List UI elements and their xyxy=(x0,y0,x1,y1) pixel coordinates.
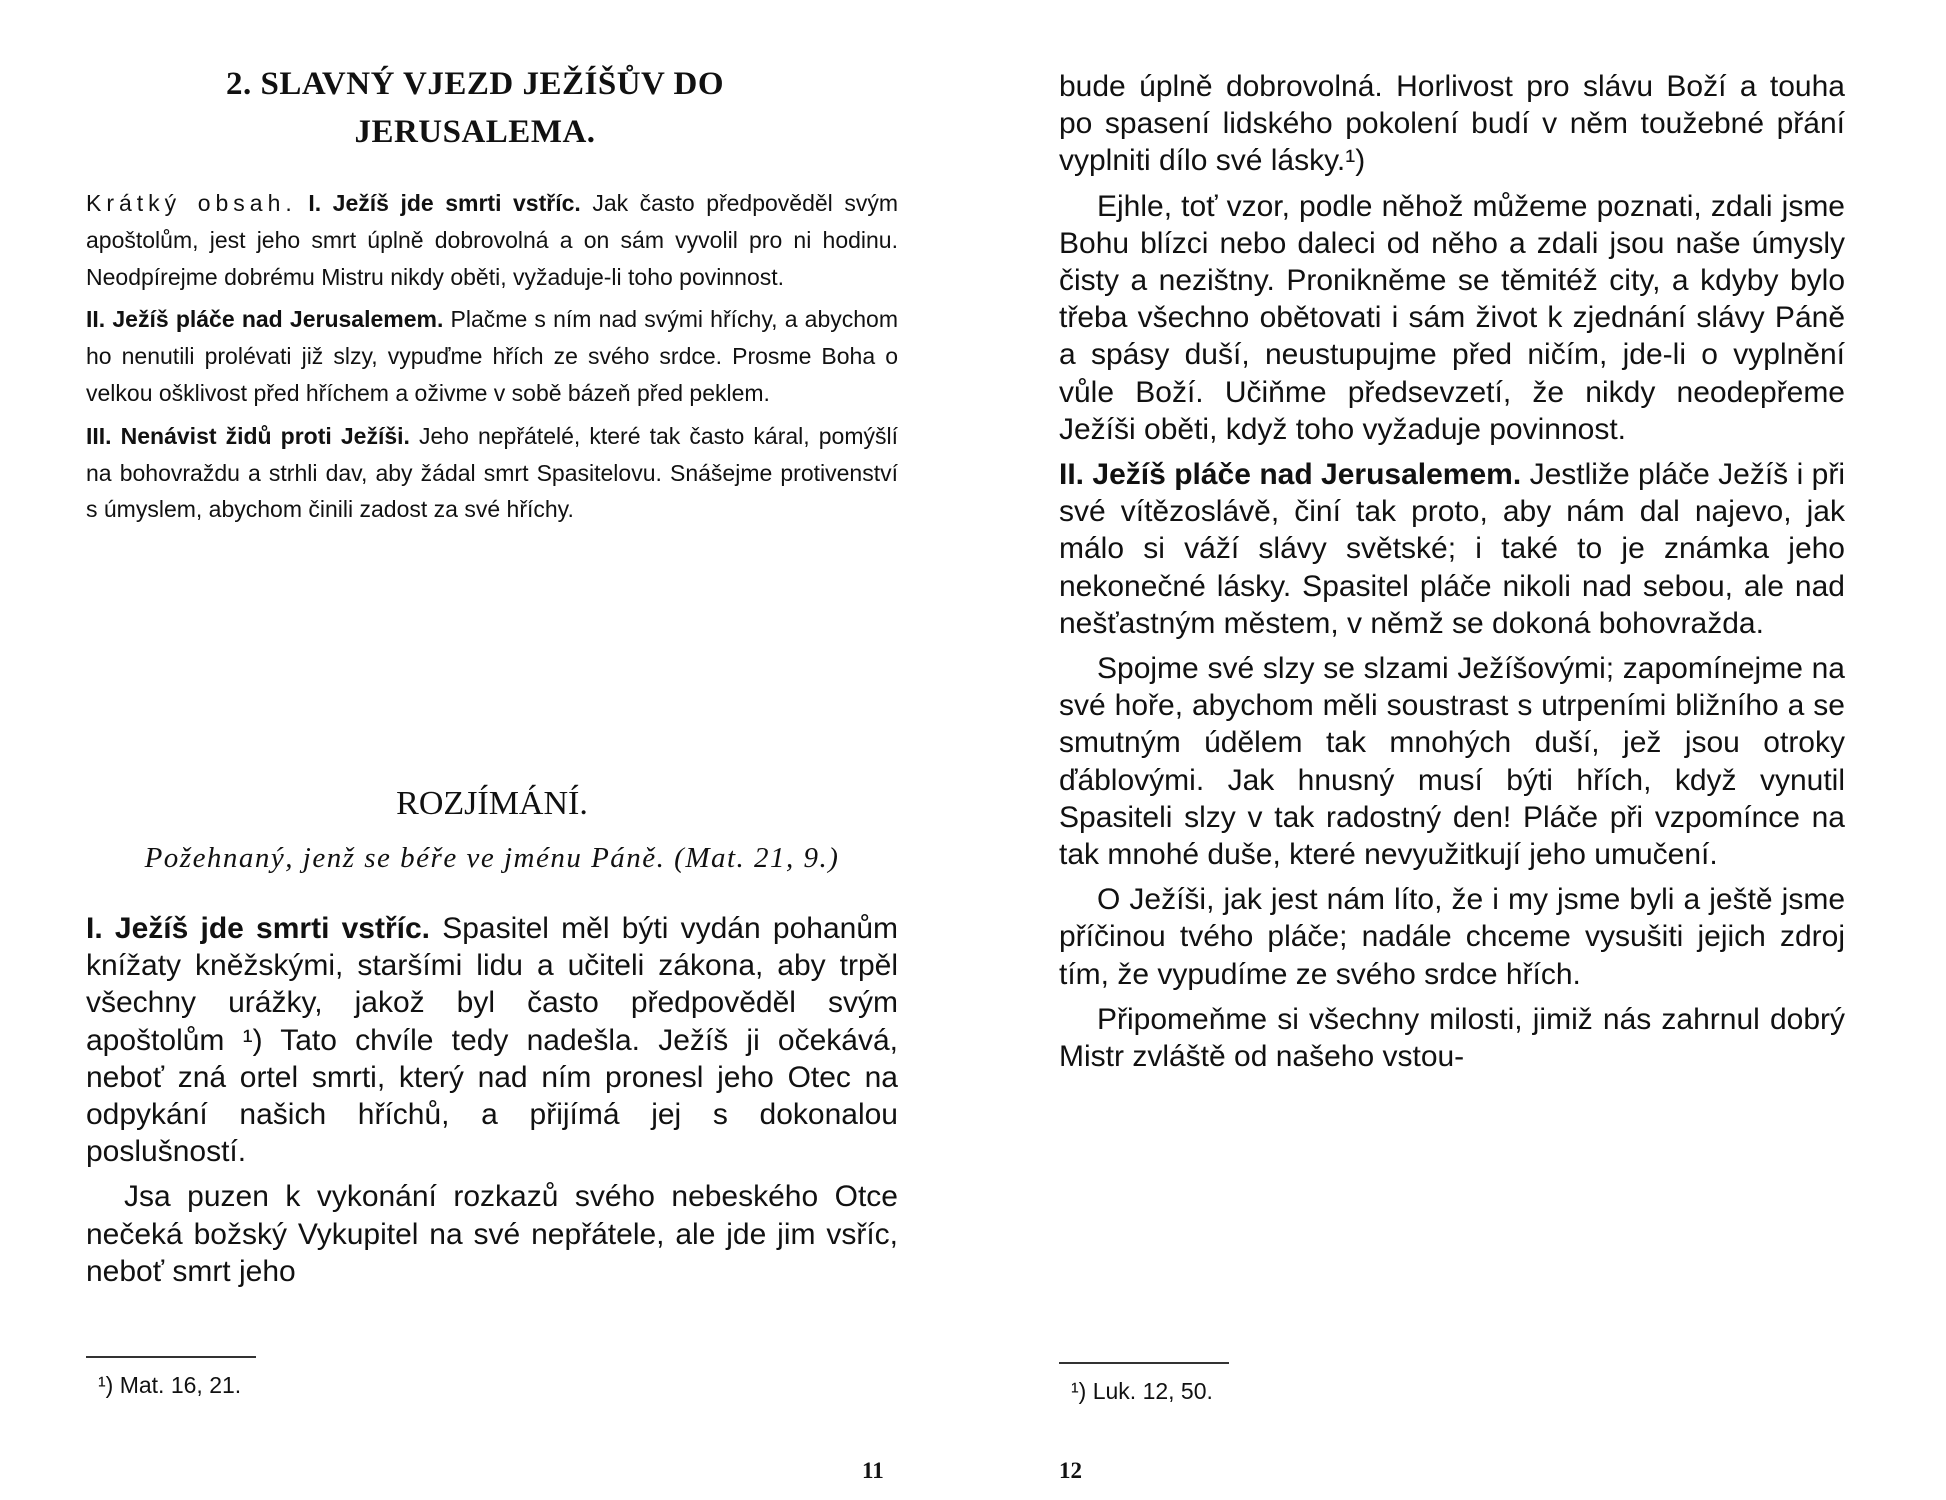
summary-text-2: Plačme s ním nad svými hříchy, a abychom ho nenutili prolévati již slzy, vypuďme hřích ze svého srdce. Prosme Boha o velkou ošklivost před hříchem a oživme v sobě bázeň před peklem. xyxy=(86,306,899,406)
right-paragraph-5: O Ježíši, jak jest nám líto, že i my jsme byli a ještě jsme příčinou tvého pláče; nadále chceme vysušiti jejich zdroj tím, že vypudíme ze svého srdce hřích. xyxy=(1059,883,1845,991)
summary-paragraph-1 xyxy=(86,185,898,295)
page-number: 12 xyxy=(1059,1458,1082,1483)
right-paragraph-1: bude úplně dobrovolná. Horlivost pro slávu Boží a touha po spasení lidského pokolení budí v něm toužebné přání vyplniti dílo své lásky.¹) xyxy=(1059,70,1845,178)
left-body-text xyxy=(86,910,898,1298)
footnote: ¹) Mat. 16, 21. xyxy=(98,1372,242,1398)
chapter-title xyxy=(150,60,800,156)
right-paragraph-2: Ejhle, toť vzor, podle něhož můžeme poznati, zdali jsme Bohu blízci nebo daleci od něho a zdali jsou naše úmysly čisty a nezištny. Pronikněme se těmitéž city, a kdyby bylo třeba všechno obětovati i sám život k zjednání slávy Páně a spásy duší, neustupujme před ničím, jde-li o vyplnění vůle Boží. Učiňme předsevzetí, že nikdy neodepřeme Ježíši oběti, když toho vyžaduje povinnost. xyxy=(1059,189,1845,446)
body-paragraph-2: Jsa puzen k vykonání rozkazů svého nebeského Otce nečeká božský Vykupitel na své nepřátele, ale jde jim vsříc, neboť smrt jeho xyxy=(86,1180,898,1288)
right-paragraph-3 xyxy=(1059,456,1845,642)
right-body-text xyxy=(1059,68,1845,1083)
summary-heading-2: II. Ježíš pláče nad Jerusalemem. xyxy=(86,306,444,333)
footnote: ¹) Luk. 12, 50. xyxy=(1071,1378,1213,1404)
right-paragraph-4: Spojme své slzy se slzami Ježíšovými; zapomínejme na své hoře, abychom měli soustrast s utrpeními bližního a se smutným údělem tak mnohých duší, jež jsou otroky ďáblovými. Jak hnusný musí býti hřích, když vynutil Spasiteli slzy v tak radostný den! Pláče při vzpomínce na tak mnohé duše, které nevyužitkují jeho umučení. xyxy=(1059,652,1845,872)
summary-lead: Krátký obsah. xyxy=(86,190,297,216)
right-heading-2: II. Ježíš pláče nad Jerusalemem. xyxy=(1059,458,1522,492)
footnote-rule xyxy=(1059,1362,1229,1364)
summary-heading-1: I. Ježíš jde smrti vstříc. xyxy=(308,190,581,216)
meditation-heading: ROZJÍMÁNÍ. xyxy=(396,785,588,822)
chapter-title-line-2: JERUSALEMA. xyxy=(354,114,596,150)
summary-paragraph-3 xyxy=(86,418,898,528)
page-number: 11 xyxy=(862,1458,884,1483)
body-paragraph-1 xyxy=(86,910,898,1170)
summary-heading-3: III. Nenávist židů proti Ježíši. xyxy=(86,422,410,449)
right-text-3: Jestliže pláče Ježíš i při své vítězoslávě, činí tak proto, aby nám dal najevo, jak málo si váží slávy světské; i také to je známka jeho nekonečné lásky. Spasitel pláče nikoli nad sebou, ale nad nešťastným městem, v němž se dokoná bohovražda. xyxy=(1059,458,1845,640)
summary-paragraph-2 xyxy=(86,301,898,411)
scripture-motto: Požehnaný, jenž se béře ve jménu Páně. (Mat. 21, 9.) xyxy=(144,842,840,874)
right-page xyxy=(973,0,1946,1500)
chapter-summary xyxy=(86,185,898,534)
right-paragraph-6: Připomeňme si všechny milosti, jimiž nás zahrnul dobrý Mistr zvláště od našeho vstou- xyxy=(1059,1002,1845,1074)
summary-text-3: Jeho nepřátelé, které tak často káral, pomýšlí na bohovraždu a strhli dav, aby žádal smrt Spasitelovu. Snášejme protivenství s úmyslem, abychom činili zadost za své hříchy. xyxy=(86,422,898,523)
chapter-title-line-1: 2. SLAVNÝ VJEZD JEŽÍŠŮV DO xyxy=(225,66,725,102)
body-text-1: Spasitel měl býti vydán pohanům knížaty kněžskými, staršími lidu a učiteli zákona, aby trpěl všechny urážky, jakož byl často předpověděl svým apoštolům ¹) Tato chvíle tedy nadešla. Ježíš ji očekává, neboť zná ortel smrti, který nad ním pronesl jeho Otec na odpykání našich hříchů, a přijímá jej s dokonalou poslušností. xyxy=(86,912,898,1169)
footnote-rule xyxy=(86,1356,256,1358)
body-heading-1: I. Ježíš jde smrti vstříc. xyxy=(86,912,431,945)
summary-text-1: Jak často předpověděl svým apoštolům, jest jeho smrt úplně dobrovolná a on sám vyvolil pro ni hodinu. Neodpírejme dobrému Mistru nikdy oběti, vyžaduje-li toho povinnost. xyxy=(86,190,898,290)
